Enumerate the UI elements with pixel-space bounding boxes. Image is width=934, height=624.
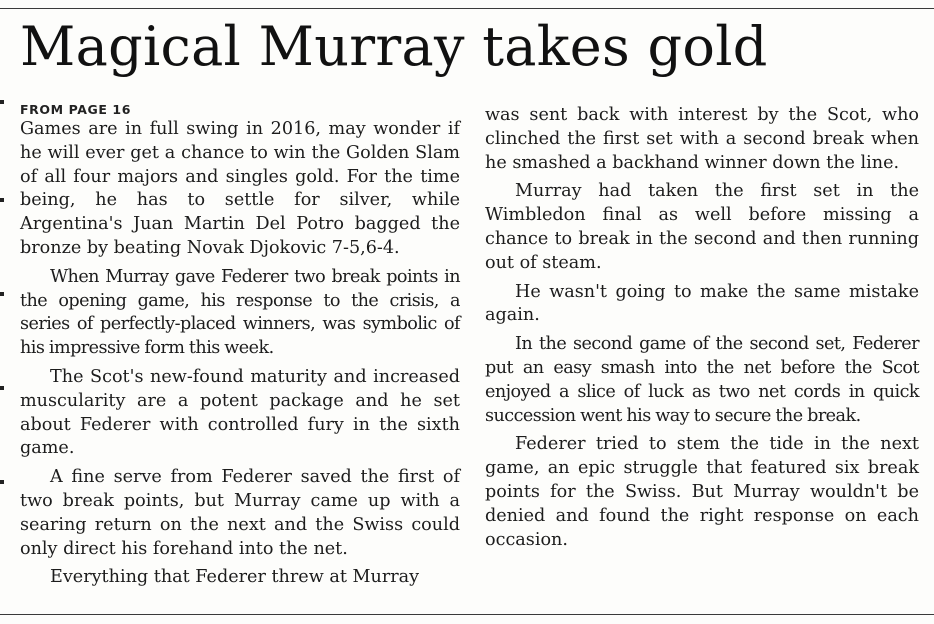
- margin-mark: [0, 292, 4, 296]
- paragraph: The Scot's new-found maturity and increased muscularity are a potent package and he set about Federer with controlled fury in the sixth game.: [20, 366, 460, 459]
- margin-mark: [0, 480, 4, 484]
- paragraph: In the second game of the second set, Federer put an easy smash into the net before the Scot enjoyed a slice of luck as two net cords in quick succession went his way to secure the break.: [485, 334, 919, 426]
- bottom-rule: [0, 614, 934, 615]
- article-column-right: [485, 104, 919, 557]
- jump-label: FROM PAGE 16: [20, 102, 132, 117]
- paragraph: Everything that Federer threw at Murray: [50, 567, 420, 588]
- paragraph: Games are in full swing in 2016, may wonder if he will ever get a chance to win the Golden Slam of all four majors and singles gold. For the time being, he has to settle for silver, while Argentina's Juan Martin Del Potro bagged the bronze by beating Novak Djokovic 7-5,6-4.: [20, 119, 460, 258]
- paragraph: was sent back with interest by the Scot, who clinched the first set with a second break when he smashed a backhand winner down the line.: [485, 105, 919, 173]
- paragraph: He wasn't going to make the same mistake again.: [485, 281, 919, 326]
- margin-mark: [0, 100, 4, 104]
- article-column-left: [20, 102, 460, 595]
- paragraph: A fine serve from Federer saved the first of two break points, but Murray came up with a searing return on the next and the Swiss could only direct his forehand into the net.: [20, 467, 460, 559]
- top-rule: [0, 8, 934, 9]
- paragraph: When Murray gave Federer two break points in the opening game, his response to the crisis, a series of perfectly-placed winners, was symbolic of his impressive form this week.: [20, 266, 460, 359]
- margin-mark: [0, 386, 4, 390]
- paragraph: Murray had taken the first set in the Wimbledon final as well before missing a chance to break in the second and then running out of steam.: [485, 181, 919, 273]
- margin-mark: [0, 198, 4, 202]
- paragraph: Federer tried to stem the tide in the next game, an epic struggle that featured six break points for the Swiss. But Murray wouldn't be denied and found the right response on each occasion.: [485, 434, 919, 550]
- headline: Magical Murray takes gold: [20, 15, 768, 78]
